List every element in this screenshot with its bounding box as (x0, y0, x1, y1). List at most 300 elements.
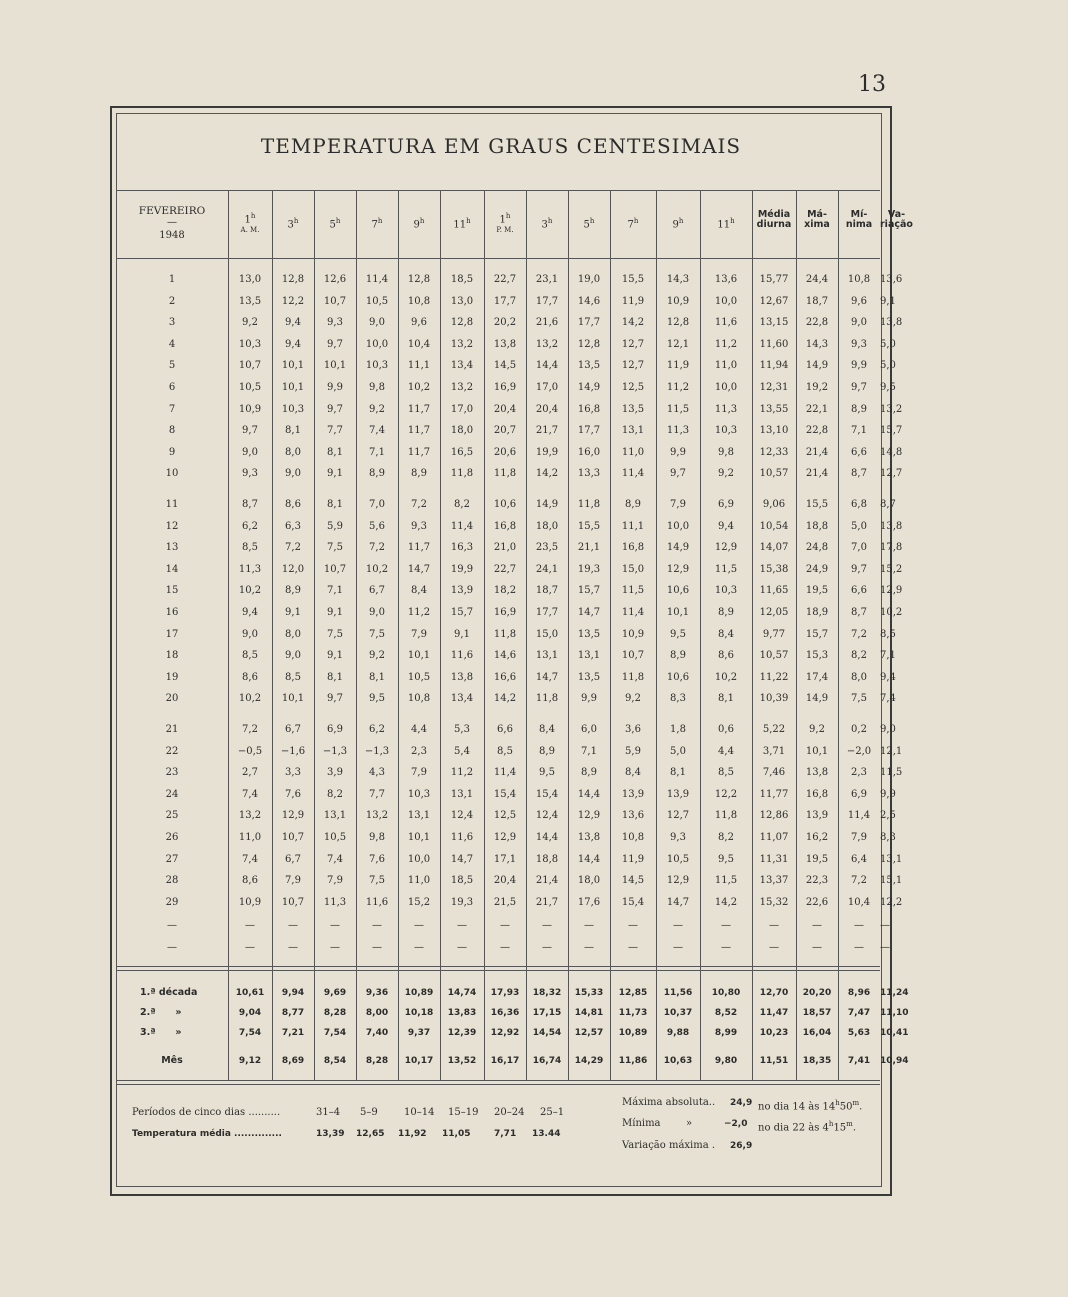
table-cell: 20,4 (535, 404, 559, 415)
summary-cell: 12,57 (574, 1028, 604, 1038)
table-cell: 10,3 (365, 360, 389, 371)
period-mean-value: 13.44 (532, 1129, 561, 1139)
table-cell: 7,6 (369, 854, 385, 865)
table-cell: 4,3 (369, 767, 385, 778)
table-cell: 6,7 (369, 585, 385, 596)
table-cell: — (769, 942, 779, 953)
table-cell: 9,5 (718, 854, 734, 865)
table-cell: 14,7 (577, 607, 601, 618)
table-cell: 6,9 (718, 499, 734, 510)
table-cell: 10,9 (666, 296, 690, 307)
table-cell: 5,4 (454, 746, 470, 757)
table-cell: 7,0 (369, 499, 385, 510)
table-cell: 15,38 (759, 564, 789, 575)
table-cell: 14,3 (666, 274, 690, 285)
table-cell: 13,5 (238, 296, 262, 307)
table-cell: 7,4 (880, 693, 896, 704)
table-cell: 11,9 (621, 854, 645, 865)
table-cell: 8,5 (285, 672, 301, 683)
table-cell: 6,2 (242, 521, 258, 532)
summary-cell: 10,89 (404, 988, 434, 998)
summary-cell: 8,54 (323, 1056, 347, 1066)
table-cell: 8,9 (369, 468, 385, 479)
summary-cell: 11,24 (880, 988, 909, 998)
table-cell: 7,5 (369, 629, 385, 640)
table-cell: 11,5 (714, 564, 738, 575)
table-cell: 13,9 (805, 810, 829, 821)
table-cell: 9,4 (718, 521, 734, 532)
summary-cell: 14,54 (532, 1028, 562, 1038)
table-cell: 11,6 (450, 650, 474, 661)
table-cell: 18,9 (805, 607, 829, 618)
table-cell: 14,9 (666, 542, 690, 553)
table-cell: 14,7 (535, 672, 559, 683)
table-cell: 7,2 (851, 629, 867, 640)
table-cell: 7,1 (880, 650, 896, 661)
day-label: 1 (168, 274, 176, 285)
table-cell: 16,5 (450, 447, 474, 458)
table-cell: 21,5 (493, 897, 517, 908)
summary-cell: 10,41 (880, 1028, 909, 1038)
table-cell: 16,8 (621, 542, 645, 553)
summary-cell: 10,18 (404, 1008, 434, 1018)
table-cell: 12,9 (666, 564, 690, 575)
table-cell: — (673, 920, 683, 931)
table-cell: 14,2 (535, 468, 559, 479)
table-cell: 5,0 (670, 746, 686, 757)
table-cell: 8,5 (242, 542, 258, 553)
table-cell: 14,9 (535, 499, 559, 510)
summary-cell: 8,28 (365, 1056, 389, 1066)
day-label: — (167, 942, 177, 953)
day-label: 19 (165, 672, 179, 683)
table-cell: 18,0 (450, 425, 474, 436)
table-cell: 19,9 (535, 447, 559, 458)
table-cell: 13,2 (535, 339, 559, 350)
table-cell: 10,5 (666, 854, 690, 865)
summary-cell: 13,52 (447, 1056, 477, 1066)
table-cell: 11,6 (365, 897, 389, 908)
table-cell: 4,4 (411, 724, 427, 735)
table-cell: 6,0 (581, 724, 597, 735)
summary-cell: 18,35 (802, 1056, 832, 1066)
table-cell: 10,7 (281, 897, 305, 908)
max-abs-label: Máxima absoluta.. (622, 1097, 716, 1108)
summary-cell: 17,15 (532, 1008, 562, 1018)
table-cell: 10,2 (407, 382, 431, 393)
table-cell: 11,8 (577, 499, 601, 510)
table-cell: — (542, 920, 552, 931)
variation-label: Variação máxima . (622, 1140, 716, 1151)
table-cell: 8,4 (539, 724, 555, 735)
day-label: 9 (168, 447, 176, 458)
header-hour-0: 1$^h$ A. M. (228, 211, 272, 236)
summary-cell: 5,63 (847, 1028, 871, 1038)
summary-top-rule-2 (116, 970, 880, 971)
table-cell: 10,2 (880, 607, 903, 618)
table-cell: 13,2 (238, 810, 262, 821)
header-dash: — (167, 217, 177, 228)
table-cell: 15,5 (621, 274, 645, 285)
table-cell: — (721, 920, 731, 931)
header-hour-9: 7$^h$ (627, 217, 639, 231)
table-cell: 10,9 (238, 897, 262, 908)
table-cell: 12,7 (880, 468, 903, 479)
table-cell: 5,9 (327, 521, 343, 532)
table-cell: 13,2 (450, 382, 474, 393)
table-cell: 21,4 (805, 468, 829, 479)
table-cell: 9,2 (369, 404, 385, 415)
table-cell: 16,0 (577, 447, 601, 458)
table-cell: 11,07 (759, 832, 789, 843)
table-cell: 13,0 (238, 274, 262, 285)
table-cell: 12,0 (281, 564, 305, 575)
table-cell: 2,3 (851, 767, 867, 778)
table-cell: 7,2 (851, 875, 867, 886)
summary-cell: 16,17 (490, 1056, 520, 1066)
table-cell: 11,8 (535, 693, 559, 704)
summary-cell: 10,89 (618, 1028, 648, 1038)
table-cell: 10,3 (714, 425, 738, 436)
table-cell: 9,3 (411, 521, 427, 532)
table-cell: 18,5 (450, 875, 474, 886)
table-cell: 8,5 (718, 767, 734, 778)
table-cell: 13,6 (621, 810, 645, 821)
table-cell: — (854, 942, 864, 953)
table-cell: 14,7 (666, 897, 690, 908)
summary-cell: 7,41 (847, 1056, 871, 1066)
table-cell: 7,6 (285, 789, 301, 800)
table-cell: 9,8 (369, 832, 385, 843)
table-cell: 9,06 (762, 499, 786, 510)
table-cell: 11,8 (493, 468, 517, 479)
summary-cell: 7,40 (365, 1028, 389, 1038)
table-cell: 11,5 (714, 875, 738, 886)
day-label: 6 (168, 382, 176, 393)
table-cell: 22,8 (805, 317, 829, 328)
table-cell: 14,9 (577, 382, 601, 393)
table-cell: 10,0 (407, 854, 431, 865)
header-stat-1: Má- xima (804, 209, 830, 230)
table-cell: 11,6 (714, 317, 738, 328)
table-cell: 11,7 (407, 425, 431, 436)
table-cell: 13,2 (880, 404, 903, 415)
summary-cell: 14,29 (574, 1056, 604, 1066)
table-cell: 13,5 (577, 672, 601, 683)
table-cell: 14,3 (805, 339, 829, 350)
summary-cell: 14,74 (447, 988, 477, 998)
table-cell: 21,7 (535, 425, 559, 436)
table-cell: 10,7 (238, 360, 262, 371)
table-cell: 19,3 (450, 897, 474, 908)
header-hour-7: 3$^h$ (541, 217, 553, 231)
table-cell: 10,9 (621, 629, 645, 640)
table-cell: 23,1 (535, 274, 559, 285)
header-bottom-rule (116, 258, 880, 259)
table-cell: 8,1 (670, 767, 686, 778)
summary-cell: 10,17 (404, 1056, 434, 1066)
table-cell: — (628, 942, 638, 953)
table-cell: 13,2 (450, 339, 474, 350)
table-cell: 8,0 (285, 629, 301, 640)
table-cell: — (288, 920, 298, 931)
table-cell: 7,9 (285, 875, 301, 886)
table-cell: 11,5 (621, 585, 645, 596)
table-cell: 14,8 (880, 447, 903, 458)
summary-cell: 8,69 (281, 1056, 305, 1066)
table-cell: 9,7 (851, 382, 867, 393)
min-value: −2,0 (724, 1119, 748, 1129)
table-cell: 13,9 (450, 585, 474, 596)
day-label: 5 (168, 360, 176, 371)
summary-cell: 15,33 (574, 988, 604, 998)
table-cell: 3,3 (285, 767, 301, 778)
table-cell: 10,7 (621, 650, 645, 661)
table-cell: — (584, 920, 594, 931)
table-cell: 11,77 (759, 789, 789, 800)
summary-cell: 11,73 (618, 1008, 648, 1018)
summary-cell: 17,93 (490, 988, 520, 998)
table-cell: 8,4 (718, 629, 734, 640)
table-cell: 13,8 (577, 832, 601, 843)
table-cell: 7,9 (411, 767, 427, 778)
summary-cell: 9,12 (238, 1056, 262, 1066)
period-mean-value: 12,65 (356, 1129, 385, 1139)
summary-label: 2.ª » (140, 1007, 182, 1018)
min-when: no dia 22 às 4$^h$15$^m$. (758, 1120, 856, 1134)
table-cell: 9,7 (851, 564, 867, 575)
summary-cell: 12,70 (759, 988, 789, 998)
table-cell: 24,4 (805, 274, 829, 285)
table-cell: 7,4 (242, 854, 258, 865)
table-cell: 9,1 (327, 650, 343, 661)
table-cell: 13,8 (493, 339, 517, 350)
table-cell: 15,0 (535, 629, 559, 640)
table-cell: 18,8 (805, 521, 829, 532)
table-cell: 5,9 (625, 746, 641, 757)
table-cell: 11,4 (450, 521, 474, 532)
table-cell: 17,6 (577, 897, 601, 908)
table-cell: 21,4 (535, 875, 559, 886)
table-cell: 14,4 (535, 360, 559, 371)
table-cell: 13,0 (450, 296, 474, 307)
table-cell: 14,5 (493, 360, 517, 371)
table-cell: 17,1 (493, 854, 517, 865)
table-cell: 10,5 (323, 832, 347, 843)
table-cell: 13,1 (577, 650, 601, 661)
table-cell: 9,2 (625, 693, 641, 704)
table-cell: 16,6 (493, 672, 517, 683)
table-cell: — (414, 942, 424, 953)
table-cell: 9,3 (851, 339, 867, 350)
table-cell: 8,4 (625, 767, 641, 778)
day-label: 12 (165, 521, 179, 532)
day-label: 24 (165, 789, 179, 800)
table-cell: 17,8 (880, 542, 903, 553)
table-cell: — (880, 920, 890, 931)
table-cell: 11,0 (621, 447, 645, 458)
table-cell: 11,0 (714, 360, 738, 371)
table-cell: 6,7 (285, 854, 301, 865)
summary-cell: 10,23 (759, 1028, 789, 1038)
table-cell: 12,6 (323, 274, 347, 285)
table-cell: 7,4 (369, 425, 385, 436)
header-stat-0: Média diurna (756, 209, 792, 230)
table-cell: 18,2 (493, 585, 517, 596)
table-cell: 11,4 (493, 767, 517, 778)
table-cell: — (500, 942, 510, 953)
table-cell: 22,7 (493, 274, 517, 285)
table-cell: 12,8 (450, 317, 474, 328)
table-cell: 8,5 (242, 650, 258, 661)
table-cell: — (245, 942, 255, 953)
table-cell: 8,7 (851, 607, 867, 618)
table-cell: 7,9 (851, 832, 867, 843)
table-cell: 16,8 (493, 521, 517, 532)
table-cell: 13,1 (407, 810, 431, 821)
table-cell: 7,1 (581, 746, 597, 757)
table-cell: 2,5 (880, 810, 896, 821)
table-cell: 10,4 (847, 897, 871, 908)
table-cell: 3,9 (327, 767, 343, 778)
table-cell: 13,55 (759, 404, 789, 415)
variation-value: 26,9 (730, 1141, 753, 1151)
table-cell: 8,5 (497, 746, 513, 757)
table-cell: 6,2 (369, 724, 385, 735)
table-cell: 10,54 (759, 521, 789, 532)
table-cell: 11,2 (666, 382, 690, 393)
day-label: 25 (165, 810, 179, 821)
table-cell: 15,1 (880, 875, 903, 886)
table-cell: 9,1 (285, 607, 301, 618)
footer-top-rule-2 (116, 1084, 880, 1085)
header-hour-period: P. M. (496, 226, 514, 235)
max-abs-value: 24,9 (730, 1098, 753, 1108)
table-cell: 11,7 (407, 404, 431, 415)
table-cell: 4,4 (718, 746, 734, 757)
table-cell: 8,2 (454, 499, 470, 510)
table-cell: — (457, 942, 467, 953)
table-cell: 10,1 (805, 746, 829, 757)
summary-cell: 11,51 (759, 1056, 789, 1066)
period-value: 15–19 (448, 1107, 479, 1118)
summary-cell: 16,36 (490, 1008, 520, 1018)
table-cell: 7,9 (327, 875, 343, 886)
table-cell: 14,5 (621, 875, 645, 886)
table-cell: 6,4 (851, 854, 867, 865)
table-cell: 10,0 (666, 521, 690, 532)
table-cell: 14,6 (577, 296, 601, 307)
header-month: FEVEREIRO (138, 205, 206, 217)
table-cell: 15,5 (577, 521, 601, 532)
table-cell: 9,7 (327, 339, 343, 350)
summary-cell: 20,20 (802, 988, 832, 998)
table-cell: 8,6 (242, 875, 258, 886)
table-cell: 10,8 (407, 296, 431, 307)
table-cell: 11,1 (621, 521, 645, 532)
table-cell: 17,0 (535, 382, 559, 393)
table-cell: 15,2 (407, 897, 431, 908)
table-cell: 9,9 (851, 360, 867, 371)
table-cell: 10,39 (759, 693, 789, 704)
table-cell: — (880, 942, 890, 953)
table-cell: 13,15 (759, 317, 789, 328)
table-cell: 12,5 (621, 382, 645, 393)
table-cell: 13,9 (666, 789, 690, 800)
table-cell: 7,5 (851, 693, 867, 704)
day-label: 29 (165, 897, 179, 908)
table-cell: 12,9 (281, 810, 305, 821)
table-cell: 8,1 (369, 672, 385, 683)
table-cell: 15,0 (621, 564, 645, 575)
table-cell: 8,7 (880, 499, 896, 510)
period-value: 31–4 (316, 1107, 341, 1118)
table-cell: 19,5 (805, 854, 829, 865)
table-cell: 10,5 (238, 382, 262, 393)
table-cell: 14,2 (621, 317, 645, 328)
table-cell: 15,3 (805, 650, 829, 661)
table-cell: 10,6 (493, 499, 517, 510)
table-cell: 5,3 (454, 724, 470, 735)
table-cell: — (721, 942, 731, 953)
table-title: TEMPERATURA EM GRAUS CENTESIMAIS (260, 134, 742, 158)
summary-cell: 12,39 (447, 1028, 477, 1038)
table-cell: 13,5 (621, 404, 645, 415)
table-cell: 8,1 (285, 425, 301, 436)
table-cell: 20,2 (493, 317, 517, 328)
header-hour-10: 9$^h$ (672, 217, 684, 231)
table-cell: 13,9 (621, 789, 645, 800)
table-cell: 7,0 (851, 542, 867, 553)
day-label: 17 (165, 629, 179, 640)
table-cell: 13,8 (805, 767, 829, 778)
table-cell: 9,5 (369, 693, 385, 704)
table-cell: 21,1 (577, 542, 601, 553)
day-label: 26 (165, 832, 179, 843)
summary-top-rule (116, 966, 880, 967)
header-hour-1: 3$^h$ (287, 217, 299, 231)
table-cell: 14,07 (759, 542, 789, 553)
table-cell: 9,2 (369, 650, 385, 661)
summary-cell: 9,36 (365, 988, 389, 998)
summary-cell: 12,92 (490, 1028, 520, 1038)
day-label: 18 (165, 650, 179, 661)
table-cell: 12,9 (493, 832, 517, 843)
table-cell: 9,9 (880, 789, 896, 800)
table-cell: 18,7 (535, 585, 559, 596)
table-cell: 5,0 (880, 360, 896, 371)
page-number: 13 (858, 72, 886, 97)
header-hour-period: A. M. (240, 226, 260, 235)
table-cell: 12,7 (666, 810, 690, 821)
periods-label: Períodos de cinco dias .......... (132, 1107, 281, 1118)
day-label: 23 (165, 767, 179, 778)
table-cell: 11,60 (759, 339, 789, 350)
footer-top-rule (116, 1080, 880, 1081)
table-cell: 11,0 (407, 875, 431, 886)
summary-cell: 10,80 (711, 988, 741, 998)
table-cell: 20,4 (493, 404, 517, 415)
table-cell: 11,7 (407, 542, 431, 553)
table-cell: 10,6 (666, 585, 690, 596)
table-cell: 11,94 (759, 360, 789, 371)
max-abs-when: no dia 14 às 14$^h$50$^m$. (758, 1099, 863, 1113)
table-cell: — (372, 942, 382, 953)
summary-cell: 10,63 (663, 1056, 693, 1066)
period-value: 25–1 (540, 1107, 565, 1118)
table-cell: 18,0 (535, 521, 559, 532)
table-cell: 18,7 (805, 296, 829, 307)
